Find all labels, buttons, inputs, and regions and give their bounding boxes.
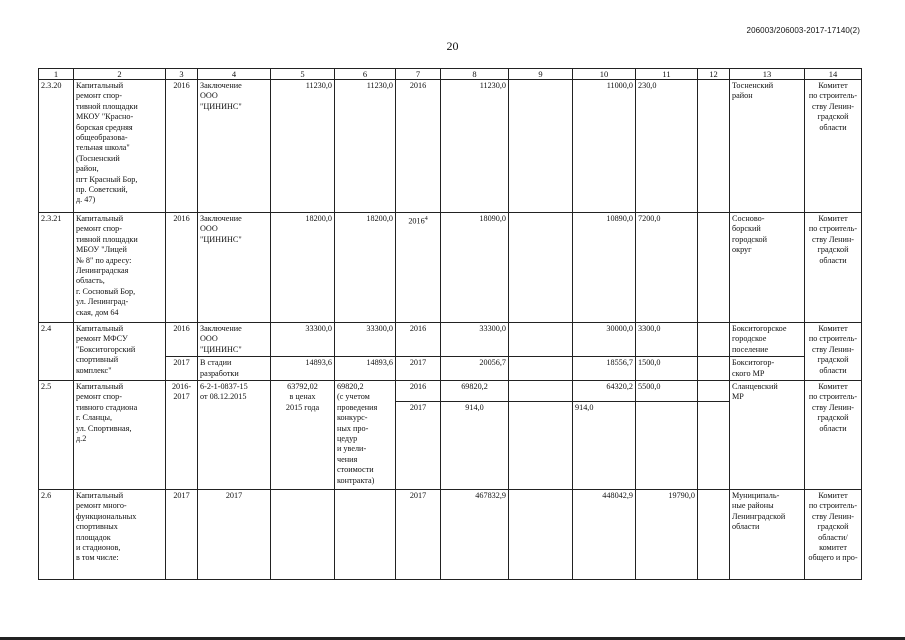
regional-budget-cell: 64320,2 bbox=[573, 381, 636, 402]
local-budget-cell: 5500,0 bbox=[636, 381, 698, 402]
object-name: Капитальный ремонт спор- тивной площадки МБОУ "Лицей № 8" по адресу: Ленинградская область, г. Сосновый Бор, ул. Ленинград- ская, дом 64 bbox=[74, 213, 166, 323]
empty-cell bbox=[509, 490, 573, 580]
object-name: Капитальный ремонт спор- тивного стадиона г. Сланцы, ул. Спортивная, д.2 bbox=[74, 381, 166, 490]
empty-cell bbox=[698, 80, 730, 213]
col-num-1: 1 bbox=[39, 69, 74, 80]
col-num-12: 12 bbox=[698, 69, 730, 80]
local-budget-cell: 1500,0 bbox=[636, 357, 698, 381]
total-cell: 33300,0 bbox=[441, 323, 509, 357]
empty-cell bbox=[698, 381, 730, 402]
cost-cell: 63792,02 в ценах 2015 года bbox=[271, 381, 335, 490]
col-num-2: 2 bbox=[74, 69, 166, 80]
empty-cell bbox=[509, 323, 573, 357]
col-num-4: 4 bbox=[198, 69, 271, 80]
local-budget-cell bbox=[636, 402, 698, 490]
table-row bbox=[39, 490, 862, 580]
program-table bbox=[38, 68, 862, 580]
col-num-9: 9 bbox=[509, 69, 573, 80]
row-number: 2.3.21 bbox=[39, 213, 74, 323]
col-num-11: 11 bbox=[636, 69, 698, 80]
finance-year-cell: 2017 bbox=[396, 357, 441, 381]
regional-budget-cell: 18556,7 bbox=[573, 357, 636, 381]
document-id: 206003/206003-2017-17140(2) bbox=[746, 26, 860, 35]
cost-cell bbox=[271, 490, 335, 580]
empty-cell bbox=[509, 402, 573, 490]
regional-budget-cell: 10890,0 bbox=[573, 213, 636, 323]
responsible-cell: Комитет по строитель- ству Ленин- градской области bbox=[805, 381, 862, 490]
year-cell: 2016 bbox=[166, 213, 198, 323]
empty-cell bbox=[698, 402, 730, 490]
total-cell: 11230,0 bbox=[441, 80, 509, 213]
regional-budget-cell: 914,0 bbox=[573, 402, 636, 490]
finance-year-cell: 2016 bbox=[396, 323, 441, 357]
municipality-cell: Тосненский район bbox=[730, 80, 805, 213]
responsible-cell: Комитет по строитель- ству Ленин- градской области bbox=[805, 323, 862, 381]
regional-budget-cell: 448042,9 bbox=[573, 490, 636, 580]
total-cell: 18090,0 bbox=[441, 213, 509, 323]
col-num-10: 10 bbox=[573, 69, 636, 80]
row-number: 2.4 bbox=[39, 323, 74, 381]
document-cell: Заключение ООО "ЦИНИНС" bbox=[198, 80, 271, 213]
year-cell: 2016- 2017 bbox=[166, 381, 198, 490]
col-num-6: 6 bbox=[335, 69, 396, 80]
municipality-cell: Бокситогорское городское поселение bbox=[730, 323, 805, 357]
empty-cell bbox=[698, 323, 730, 357]
cost-cell: 11230,0 bbox=[271, 80, 335, 213]
document-cell: Заключение ООО "ЦИНИНС" bbox=[198, 323, 271, 357]
col-num-7: 7 bbox=[396, 69, 441, 80]
year-cell: 2016 bbox=[166, 323, 198, 357]
cost-cell: 14893,6 bbox=[271, 357, 335, 381]
table-row bbox=[39, 323, 862, 357]
finance-year-cell: 2017 bbox=[396, 402, 441, 490]
total-cell: 914,0 bbox=[441, 402, 509, 490]
total-cell: 467832,9 bbox=[441, 490, 509, 580]
local-budget-cell: 230,0 bbox=[636, 80, 698, 213]
estimated-cost-cell: 18200,0 bbox=[335, 213, 396, 323]
finance-year-value: 2016 bbox=[408, 216, 425, 226]
object-name: Капитальный ремонт МФСУ "Бокситогорский спортивный комплекс" bbox=[74, 323, 166, 381]
year-cell: 2017 bbox=[166, 357, 198, 381]
local-budget-cell: 7200,0 bbox=[636, 213, 698, 323]
empty-cell bbox=[509, 381, 573, 402]
table-row bbox=[39, 213, 862, 323]
estimated-cost-cell: 69820,2 (с учетом проведения конкурс- ных про- цедур и увели- чения стоимости контракта) bbox=[335, 381, 396, 490]
row-number: 2.6 bbox=[39, 490, 74, 580]
col-num-5: 5 bbox=[271, 69, 335, 80]
document-cell: 6-2-1-0837-15 от 08.12.2015 bbox=[198, 381, 271, 490]
total-cell: 20056,7 bbox=[441, 357, 509, 381]
object-name: Капитальный ремонт спор- тивной площадки МКОУ "Красно- борская средняя общеобразова- тельная школа" (Тосненский район, пгт Красный Бор, пр. Советский, д. 47) bbox=[74, 80, 166, 213]
regional-budget-cell: 11000,0 bbox=[573, 80, 636, 213]
document-cell: Заключение ООО "ЦИНИНС" bbox=[198, 213, 271, 323]
cost-cell: 33300,0 bbox=[271, 323, 335, 357]
empty-cell bbox=[698, 357, 730, 381]
finance-year-cell bbox=[396, 213, 441, 323]
total-cell: 69820,2 bbox=[441, 381, 509, 402]
empty-cell bbox=[698, 213, 730, 323]
finance-year-cell: 2016 bbox=[396, 80, 441, 213]
col-num-14: 14 bbox=[805, 69, 862, 80]
local-budget-cell: 19790,0 bbox=[636, 490, 698, 580]
municipality-cell: Муниципаль- ные районы Ленинградской области bbox=[730, 490, 805, 580]
cost-cell: 18200,0 bbox=[271, 213, 335, 323]
municipality-cell: Сосново- борский городской округ bbox=[730, 213, 805, 323]
row-number: 2.5 bbox=[39, 381, 74, 490]
responsible-cell: Комитет по строитель- ству Ленин- градской области/ комитет общего и про- bbox=[805, 490, 862, 580]
regional-budget-cell: 30000,0 bbox=[573, 323, 636, 357]
empty-cell bbox=[509, 213, 573, 323]
column-number-row bbox=[39, 69, 862, 80]
local-budget-cell: 3300,0 bbox=[636, 323, 698, 357]
row-number: 2.3.20 bbox=[39, 80, 74, 213]
responsible-cell: Комитет по строитель- ству Ленин- градской области bbox=[805, 213, 862, 323]
estimated-cost-cell: 33300,0 bbox=[335, 323, 396, 357]
year-cell: 2017 bbox=[166, 490, 198, 580]
col-num-8: 8 bbox=[441, 69, 509, 80]
estimated-cost-cell: 11230,0 bbox=[335, 80, 396, 213]
finance-year-cell: 2016 bbox=[396, 381, 441, 402]
footnote-mark: 4 bbox=[424, 216, 428, 222]
responsible-cell: Комитет по строитель- ству Ленин- градской области bbox=[805, 80, 862, 213]
col-num-3: 3 bbox=[166, 69, 198, 80]
municipality-cell: Сланцевский МР bbox=[730, 381, 805, 490]
document-cell: 2017 bbox=[198, 490, 271, 580]
municipality-cell: Бокситогор- ского МР bbox=[730, 357, 805, 381]
year-cell: 2016 bbox=[166, 80, 198, 213]
document-cell: В стадии разработки bbox=[198, 357, 271, 381]
empty-cell bbox=[698, 490, 730, 580]
page-number: 20 bbox=[446, 39, 459, 53]
col-num-13: 13 bbox=[730, 69, 805, 80]
empty-cell bbox=[509, 80, 573, 213]
table-row bbox=[39, 80, 862, 213]
finance-year-cell: 2017 bbox=[396, 490, 441, 580]
estimated-cost-cell: 14893,6 bbox=[335, 357, 396, 381]
table-row bbox=[39, 381, 862, 402]
empty-cell bbox=[509, 357, 573, 381]
object-name: Капитальный ремонт много- функциональных спортивных площадок и стадионов, в том числе: bbox=[74, 490, 166, 580]
estimated-cost-cell bbox=[335, 490, 396, 580]
